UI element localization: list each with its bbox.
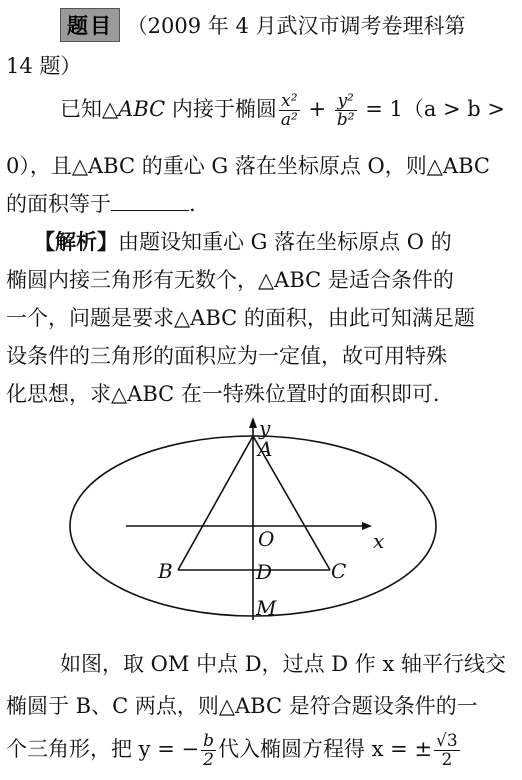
point-o-label: O [258,527,275,551]
problem-tag: 题目 [60,8,120,42]
plus-sign: + [301,97,333,121]
fraction-numerator: √3 [436,731,458,751]
point-b-label: B [158,559,173,583]
solution-line-1: 如图，取 OM 中点 D，过点 D 作 x 轴平行线交 [60,652,506,676]
analysis-line-4: 设条件的三角形的面积应为一定值，故可用特殊 [6,344,447,368]
fraction-denominator: b² [336,110,355,130]
fraction-denominator: a² [280,110,298,130]
fraction-numerator: y² [335,92,357,111]
fraction-y [335,92,357,129]
y-axis-label: y [259,416,271,440]
side-ab [178,436,253,570]
analysis-text: 由题设知重心 G 落在坐标原点 O 的 [118,230,452,254]
triangle-name: ABC [118,97,166,121]
problem-text: 的面积等于 [6,192,111,216]
answer-blank [111,209,189,211]
fraction-numerator: x² [279,92,300,111]
problem-source-cont: 14 题） [6,54,82,78]
analysis-line-3: 一个，问题是要求△ABC 的面积，由此可知满足题 [6,306,475,330]
problem-line-1 [60,92,505,129]
analysis-line-5: 化思想，求△ABC 在一特殊位置时的面积即可. [6,382,440,406]
fraction-b-over-2 [201,732,216,769]
y-axis-arrow [249,417,257,428]
fraction-denominator: 2 [441,750,453,770]
x-axis-label: x [373,529,385,553]
problem-line-2: 0），且△ABC 的重心 G 落在坐标原点 O，则△ABC [6,154,490,178]
point-m-label: M [256,596,277,620]
fraction-x [279,92,300,129]
solution-line-2: 椭圆于 B、C 两点，则△ABC 是符合题设条件的一 [6,694,478,718]
analysis-line-2: 椭圆内接三角形有无数个，△ABC 是适合条件的 [6,268,454,292]
point-d-label: D [256,560,273,584]
fraction-denominator: 2 [203,750,214,770]
period: . [189,192,196,216]
problem-source: （2009 年 4 月武汉市调考卷理科第 [126,14,466,38]
solution-text: 代入椭圆方程得 x = ± [217,737,433,761]
analysis-label: 【解析】 [34,229,118,254]
solution-line-3 [6,732,462,769]
problem-text: = 1（a > b > [358,97,506,121]
problem-text: 已知△ [60,97,119,121]
problem-line-3 [6,188,196,218]
analysis-line-1 [34,226,452,256]
fraction-sqrt3-over-2 [434,732,460,769]
x-axis-arrow [362,522,372,530]
problem-text: 内接于椭圆 [165,97,277,121]
point-c-label: C [331,559,347,583]
solution-text: 个三角形，把 y = − [6,737,200,761]
point-a-label: A [258,437,273,461]
header-line [60,8,466,42]
ellipse-figure [0,415,522,625]
fraction-numerator: b [203,731,214,751]
